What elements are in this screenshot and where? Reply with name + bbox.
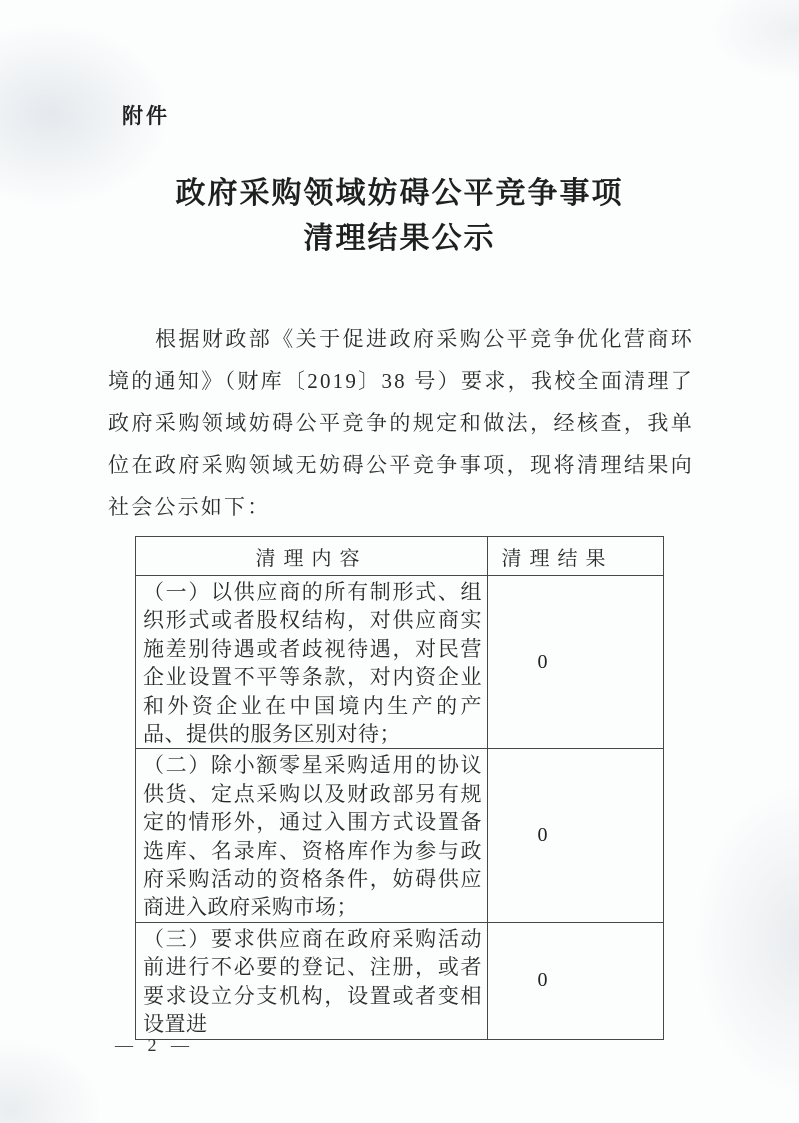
attachment-label: 附件 xyxy=(122,105,170,128)
page-number: — 2 — xyxy=(115,1035,194,1055)
row-result: 0 xyxy=(488,576,664,749)
table-row xyxy=(136,749,664,922)
table-row xyxy=(136,922,664,1039)
row-content: （一）以供应商的所有制形式、组织形式或者股权结构，对供应商实施差别待遇或者歧视待遇，对民营企业设置不平等条款，对内资企业和外资企业在中国境内生产的产品、提供的服务区别对待； xyxy=(136,576,488,749)
row-content: （二）除小额零星采购适用的协议供货、定点采购以及财政部另有规定的情形外，通过入围方式设置备选库、名录库、资格库作为参与政府采购活动的资格条件，妨碍供应商进入政府采购市场； xyxy=(136,749,488,922)
table-row xyxy=(136,576,664,749)
document-title-line-2: 清理结果公示 xyxy=(303,222,496,255)
clearance-result-table xyxy=(135,536,664,1040)
row-result: 0 xyxy=(488,749,664,922)
row-content: （三）要求供应商在政府采购活动前进行不必要的登记、注册，或者要求设立分支机构，设置或者变相设置进 xyxy=(136,922,488,1039)
table-header-row xyxy=(136,537,664,576)
table-header-result: 清理结果 xyxy=(488,537,664,576)
body-paragraph: 根据财政部《关于促进政府采购公平竞争优化营商环境的通知》（财库〔2019〕38 号）要求，我校全面清理了政府采购领域妨碍公平竞争的规定和做法，经核查，我单位在政府采购领域无妨碍公平竞争事项，现将清理结果向社会公示如下： xyxy=(108,327,694,519)
document-title xyxy=(0,171,799,261)
table-header-content: 清理内容 xyxy=(136,537,488,576)
row-result: 0 xyxy=(488,922,664,1039)
document-title-line-1: 政府采购领域妨碍公平竞争事项 xyxy=(175,177,624,210)
